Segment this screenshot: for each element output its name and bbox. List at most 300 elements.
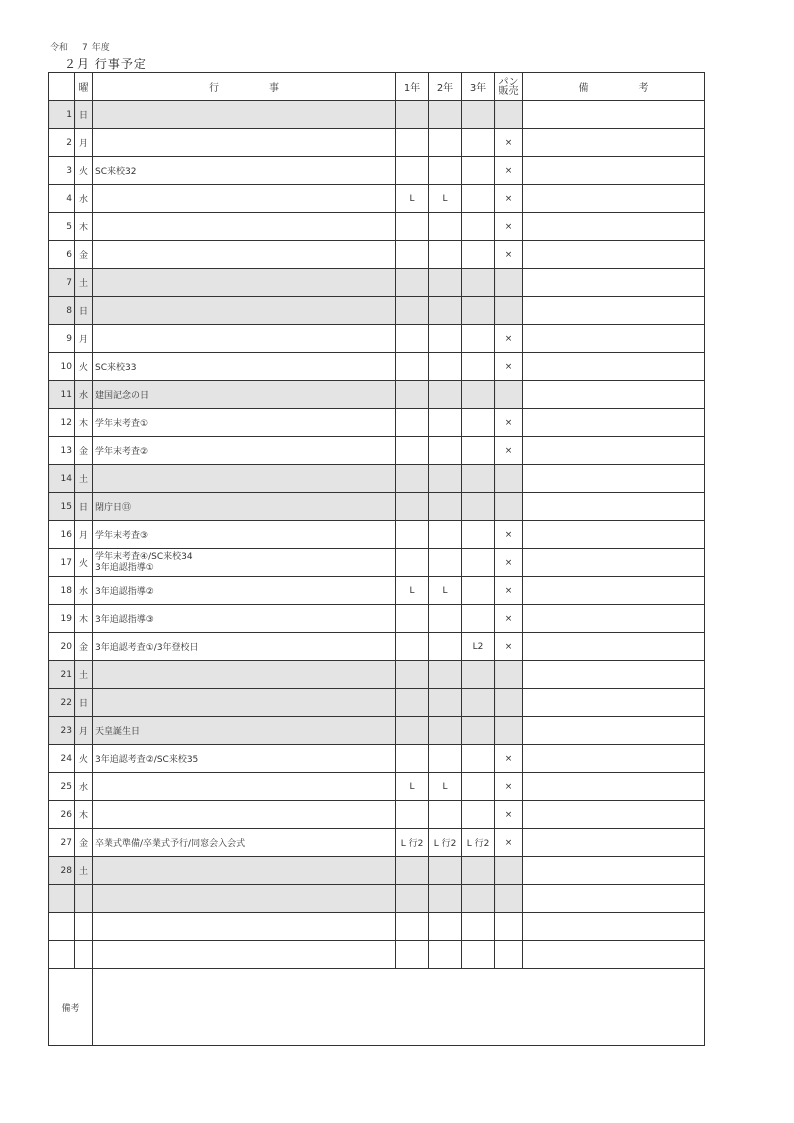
cell-event <box>93 801 396 829</box>
cell-grade2 <box>429 801 462 829</box>
cell-grade3 <box>462 185 495 213</box>
table-row <box>49 465 705 493</box>
cell-event <box>93 241 396 269</box>
cell-pan-sale <box>495 101 523 129</box>
table-row <box>49 101 705 129</box>
cell-grade3 <box>462 577 495 605</box>
cell-grade3 <box>462 241 495 269</box>
cell-pan-sale: × <box>495 577 523 605</box>
cell-event: 3年追認考査②/SC来校35 <box>93 745 396 773</box>
cell-dow <box>75 913 93 941</box>
cell-dow: 水 <box>75 381 93 409</box>
cell-bikou <box>523 213 705 241</box>
schedule-table <box>48 72 705 1046</box>
cell-grade2 <box>429 297 462 325</box>
cell-event: 3年追認指導② <box>93 577 396 605</box>
cell-event <box>93 549 396 577</box>
table-row <box>49 381 705 409</box>
table-row <box>49 885 705 913</box>
cell-bikou <box>523 689 705 717</box>
cell-pan-sale <box>495 689 523 717</box>
remarks-label: 備考 <box>49 969 93 1046</box>
cell-pan-sale: × <box>495 353 523 381</box>
cell-event <box>93 213 396 241</box>
cell-bikou <box>523 773 705 801</box>
cell-event: 学年末考査① <box>93 409 396 437</box>
cell-day: 3 <box>49 157 75 185</box>
cell-pan-sale: × <box>495 185 523 213</box>
cell-day: 18 <box>49 577 75 605</box>
cell-bikou <box>523 297 705 325</box>
cell-event: 閉庁日⑬ <box>93 493 396 521</box>
cell-grade1 <box>396 213 429 241</box>
cell-dow: 日 <box>75 297 93 325</box>
cell-day: 11 <box>49 381 75 409</box>
cell-bikou <box>523 465 705 493</box>
cell-grade1: L <box>396 185 429 213</box>
table-row <box>49 353 705 381</box>
cell-grade3 <box>462 437 495 465</box>
header-pan-sale <box>495 73 523 101</box>
cell-bikou <box>523 941 705 969</box>
cell-pan-sale: × <box>495 549 523 577</box>
cell-event: 卒業式準備/卒業式予行/同窓会入会式 <box>93 829 396 857</box>
cell-grade2 <box>429 409 462 437</box>
cell-grade2 <box>429 465 462 493</box>
cell-grade2 <box>429 269 462 297</box>
cell-dow: 金 <box>75 829 93 857</box>
cell-grade1 <box>396 297 429 325</box>
cell-pan-sale <box>495 493 523 521</box>
cell-dow: 水 <box>75 577 93 605</box>
remarks-content <box>93 969 705 1046</box>
cell-grade1 <box>396 633 429 661</box>
cell-pan-sale: × <box>495 325 523 353</box>
cell-bikou <box>523 801 705 829</box>
cell-grade3 <box>462 857 495 885</box>
cell-grade1 <box>396 689 429 717</box>
cell-pan-sale <box>495 269 523 297</box>
cell-pan-sale: × <box>495 437 523 465</box>
cell-grade3 <box>462 353 495 381</box>
cell-grade2 <box>429 689 462 717</box>
cell-grade3 <box>462 409 495 437</box>
cell-grade1 <box>396 129 429 157</box>
table-row <box>49 605 705 633</box>
cell-grade2 <box>429 549 462 577</box>
table-row <box>49 661 705 689</box>
cell-dow: 土 <box>75 857 93 885</box>
cell-day: 21 <box>49 661 75 689</box>
cell-bikou <box>523 745 705 773</box>
table-row <box>49 633 705 661</box>
cell-pan-sale: × <box>495 129 523 157</box>
cell-grade3 <box>462 549 495 577</box>
cell-pan-sale <box>495 465 523 493</box>
cell-event <box>93 857 396 885</box>
cell-day <box>49 913 75 941</box>
table-row <box>49 549 705 577</box>
table-row <box>49 521 705 549</box>
cell-day: 2 <box>49 129 75 157</box>
cell-pan-sale: × <box>495 409 523 437</box>
cell-day: 13 <box>49 437 75 465</box>
cell-grade2 <box>429 157 462 185</box>
cell-pan-sale: × <box>495 801 523 829</box>
cell-event <box>93 885 396 913</box>
cell-grade2 <box>429 913 462 941</box>
cell-event: 3年追認考査①/3年登校日 <box>93 633 396 661</box>
cell-pan-sale <box>495 297 523 325</box>
cell-dow: 日 <box>75 493 93 521</box>
cell-grade2 <box>429 717 462 745</box>
cell-dow: 金 <box>75 633 93 661</box>
cell-day: 27 <box>49 829 75 857</box>
cell-bikou <box>523 101 705 129</box>
cell-grade1 <box>396 941 429 969</box>
cell-day: 8 <box>49 297 75 325</box>
cell-pan-sale: × <box>495 773 523 801</box>
cell-dow: 木 <box>75 605 93 633</box>
cell-grade1 <box>396 913 429 941</box>
cell-bikou <box>523 325 705 353</box>
cell-dow: 火 <box>75 549 93 577</box>
cell-grade1 <box>396 605 429 633</box>
cell-event: 天皇誕生日 <box>93 717 396 745</box>
cell-dow: 土 <box>75 661 93 689</box>
table-row <box>49 409 705 437</box>
cell-grade1 <box>396 437 429 465</box>
cell-grade1: L <box>396 773 429 801</box>
cell-grade2 <box>429 745 462 773</box>
event-line-1: 学年末考査④/SC来校34 <box>95 551 193 562</box>
cell-grade3 <box>462 521 495 549</box>
cell-bikou <box>523 129 705 157</box>
cell-pan-sale: × <box>495 829 523 857</box>
cell-grade3 <box>462 745 495 773</box>
cell-bikou <box>523 353 705 381</box>
table-row <box>49 577 705 605</box>
table-row <box>49 913 705 941</box>
cell-event <box>93 185 396 213</box>
cell-day: 16 <box>49 521 75 549</box>
cell-bikou <box>523 829 705 857</box>
cell-day: 14 <box>49 465 75 493</box>
table-row <box>49 129 705 157</box>
cell-grade1 <box>396 381 429 409</box>
cell-dow: 日 <box>75 101 93 129</box>
cell-bikou <box>523 241 705 269</box>
table-row <box>49 269 705 297</box>
cell-grade3 <box>462 213 495 241</box>
table-row <box>49 437 705 465</box>
cell-grade1: L <box>396 577 429 605</box>
cell-grade2 <box>429 353 462 381</box>
cell-bikou <box>523 549 705 577</box>
cell-day: 9 <box>49 325 75 353</box>
cell-grade2: L <box>429 577 462 605</box>
cell-day: 7 <box>49 269 75 297</box>
cell-grade1 <box>396 325 429 353</box>
cell-grade1 <box>396 353 429 381</box>
cell-bikou <box>523 661 705 689</box>
cell-bikou <box>523 185 705 213</box>
cell-grade2 <box>429 325 462 353</box>
cell-grade2 <box>429 941 462 969</box>
cell-grade3 <box>462 381 495 409</box>
cell-pan-sale: × <box>495 157 523 185</box>
cell-grade3 <box>462 493 495 521</box>
cell-event <box>93 297 396 325</box>
cell-grade1 <box>396 101 429 129</box>
header-grade3: 3年 <box>462 73 495 101</box>
header-grade2: 2年 <box>429 73 462 101</box>
table-row <box>49 941 705 969</box>
cell-grade3: L 行2 <box>462 829 495 857</box>
cell-event: 3年追認指導③ <box>93 605 396 633</box>
cell-day: 20 <box>49 633 75 661</box>
cell-bikou <box>523 409 705 437</box>
table-row <box>49 773 705 801</box>
cell-dow: 月 <box>75 717 93 745</box>
cell-grade2 <box>429 213 462 241</box>
header-row <box>49 73 705 101</box>
cell-day <box>49 941 75 969</box>
table-row <box>49 829 705 857</box>
cell-grade1 <box>396 269 429 297</box>
table-row <box>49 297 705 325</box>
cell-dow: 火 <box>75 157 93 185</box>
cell-grade2 <box>429 493 462 521</box>
cell-dow <box>75 885 93 913</box>
header-pan-top: パン <box>498 76 519 88</box>
cell-grade2 <box>429 381 462 409</box>
cell-event <box>93 325 396 353</box>
cell-dow: 月 <box>75 129 93 157</box>
cell-grade2 <box>429 605 462 633</box>
page-title: ２月 行事予定 <box>64 57 147 71</box>
cell-grade1 <box>396 885 429 913</box>
cell-pan-sale: × <box>495 241 523 269</box>
cell-grade2: L 行2 <box>429 829 462 857</box>
cell-event <box>93 913 396 941</box>
cell-grade3 <box>462 941 495 969</box>
cell-event <box>93 269 396 297</box>
cell-event <box>93 661 396 689</box>
cell-dow: 火 <box>75 745 93 773</box>
cell-grade2 <box>429 661 462 689</box>
cell-grade1 <box>396 409 429 437</box>
cell-dow: 木 <box>75 409 93 437</box>
cell-grade1: L 行2 <box>396 829 429 857</box>
cell-pan-sale: × <box>495 213 523 241</box>
cell-dow: 月 <box>75 325 93 353</box>
table-row <box>49 185 705 213</box>
cell-pan-sale <box>495 661 523 689</box>
cell-day: 15 <box>49 493 75 521</box>
cell-grade3 <box>462 661 495 689</box>
cell-bikou <box>523 381 705 409</box>
cell-grade1 <box>396 801 429 829</box>
cell-dow: 金 <box>75 437 93 465</box>
cell-grade3 <box>462 717 495 745</box>
cell-event <box>93 465 396 493</box>
cell-pan-sale <box>495 381 523 409</box>
cell-day: 26 <box>49 801 75 829</box>
cell-grade3 <box>462 101 495 129</box>
cell-grade1 <box>396 717 429 745</box>
cell-grade3 <box>462 605 495 633</box>
cell-grade3 <box>462 689 495 717</box>
cell-pan-sale <box>495 941 523 969</box>
cell-grade3 <box>462 129 495 157</box>
cell-grade3: L2 <box>462 633 495 661</box>
cell-day: 22 <box>49 689 75 717</box>
cell-event <box>93 101 396 129</box>
cell-event <box>93 941 396 969</box>
cell-grade1 <box>396 493 429 521</box>
cell-event <box>93 129 396 157</box>
table-row <box>49 857 705 885</box>
cell-grade2 <box>429 521 462 549</box>
cell-grade2: L <box>429 773 462 801</box>
cell-event <box>93 689 396 717</box>
era-suffix: 年度 <box>91 43 110 53</box>
cell-day: 17 <box>49 549 75 577</box>
header-grade1: 1年 <box>396 73 429 101</box>
cell-grade2 <box>429 241 462 269</box>
cell-grade2 <box>429 101 462 129</box>
cell-grade3 <box>462 297 495 325</box>
cell-grade3 <box>462 269 495 297</box>
cell-dow: 火 <box>75 353 93 381</box>
cell-event: 学年末考査② <box>93 437 396 465</box>
cell-day: 25 <box>49 773 75 801</box>
cell-pan-sale: × <box>495 521 523 549</box>
header-day <box>49 73 75 101</box>
cell-grade2 <box>429 437 462 465</box>
cell-grade3 <box>462 885 495 913</box>
cell-pan-sale <box>495 913 523 941</box>
cell-day: 1 <box>49 101 75 129</box>
cell-event <box>93 773 396 801</box>
cell-grade3 <box>462 773 495 801</box>
era-label: 令和 <box>50 43 69 53</box>
cell-grade1 <box>396 241 429 269</box>
cell-day <box>49 885 75 913</box>
cell-dow: 土 <box>75 269 93 297</box>
cell-dow: 土 <box>75 465 93 493</box>
table-row <box>49 745 705 773</box>
cell-grade1 <box>396 661 429 689</box>
cell-bikou <box>523 437 705 465</box>
cell-dow: 日 <box>75 689 93 717</box>
cell-dow: 月 <box>75 521 93 549</box>
cell-day: 10 <box>49 353 75 381</box>
header-dow: 曜 <box>75 73 93 101</box>
cell-grade3 <box>462 801 495 829</box>
event-line-2: 3年追認指導① <box>95 562 154 573</box>
cell-pan-sale: × <box>495 633 523 661</box>
cell-grade2 <box>429 129 462 157</box>
cell-bikou <box>523 577 705 605</box>
cell-grade1 <box>396 857 429 885</box>
cell-day: 24 <box>49 745 75 773</box>
cell-grade3 <box>462 465 495 493</box>
header-event: 行 事 <box>93 73 396 101</box>
cell-event: SC来校33 <box>93 353 396 381</box>
cell-day: 6 <box>49 241 75 269</box>
cell-bikou <box>523 633 705 661</box>
cell-dow: 金 <box>75 241 93 269</box>
cell-bikou <box>523 717 705 745</box>
cell-dow: 木 <box>75 801 93 829</box>
cell-dow <box>75 941 93 969</box>
cell-day: 12 <box>49 409 75 437</box>
cell-bikou <box>523 857 705 885</box>
remarks-row <box>49 969 705 1046</box>
table-row <box>49 213 705 241</box>
cell-pan-sale: × <box>495 745 523 773</box>
cell-event: 学年末考査③ <box>93 521 396 549</box>
cell-grade3 <box>462 913 495 941</box>
cell-day: 19 <box>49 605 75 633</box>
cell-bikou <box>523 269 705 297</box>
cell-day: 23 <box>49 717 75 745</box>
era-line <box>50 40 124 53</box>
cell-event: 建国記念の日 <box>93 381 396 409</box>
cell-grade1 <box>396 157 429 185</box>
table-row <box>49 717 705 745</box>
cell-bikou <box>523 913 705 941</box>
table-row <box>49 241 705 269</box>
table-row <box>49 689 705 717</box>
cell-grade1 <box>396 465 429 493</box>
cell-grade2 <box>429 857 462 885</box>
table-row <box>49 157 705 185</box>
cell-bikou <box>523 157 705 185</box>
cell-dow: 水 <box>75 185 93 213</box>
cell-grade1 <box>396 549 429 577</box>
cell-day: 5 <box>49 213 75 241</box>
cell-pan-sale <box>495 885 523 913</box>
cell-bikou <box>523 493 705 521</box>
table-row <box>49 325 705 353</box>
cell-grade3 <box>462 157 495 185</box>
cell-bikou <box>523 521 705 549</box>
cell-pan-sale <box>495 857 523 885</box>
cell-pan-sale: × <box>495 605 523 633</box>
cell-grade2: L <box>429 185 462 213</box>
cell-day: 4 <box>49 185 75 213</box>
cell-event: SC来校32 <box>93 157 396 185</box>
cell-dow: 木 <box>75 213 93 241</box>
header-bikou: 備 考 <box>523 73 705 101</box>
header-pan-bottom: 販売 <box>498 85 519 97</box>
table-row <box>49 493 705 521</box>
cell-grade1 <box>396 521 429 549</box>
era-year: 7 <box>82 43 88 53</box>
cell-bikou <box>523 885 705 913</box>
cell-grade3 <box>462 325 495 353</box>
cell-grade1 <box>396 745 429 773</box>
table-row <box>49 801 705 829</box>
cell-grade2 <box>429 633 462 661</box>
cell-pan-sale <box>495 717 523 745</box>
cell-day: 28 <box>49 857 75 885</box>
cell-grade2 <box>429 885 462 913</box>
cell-bikou <box>523 605 705 633</box>
